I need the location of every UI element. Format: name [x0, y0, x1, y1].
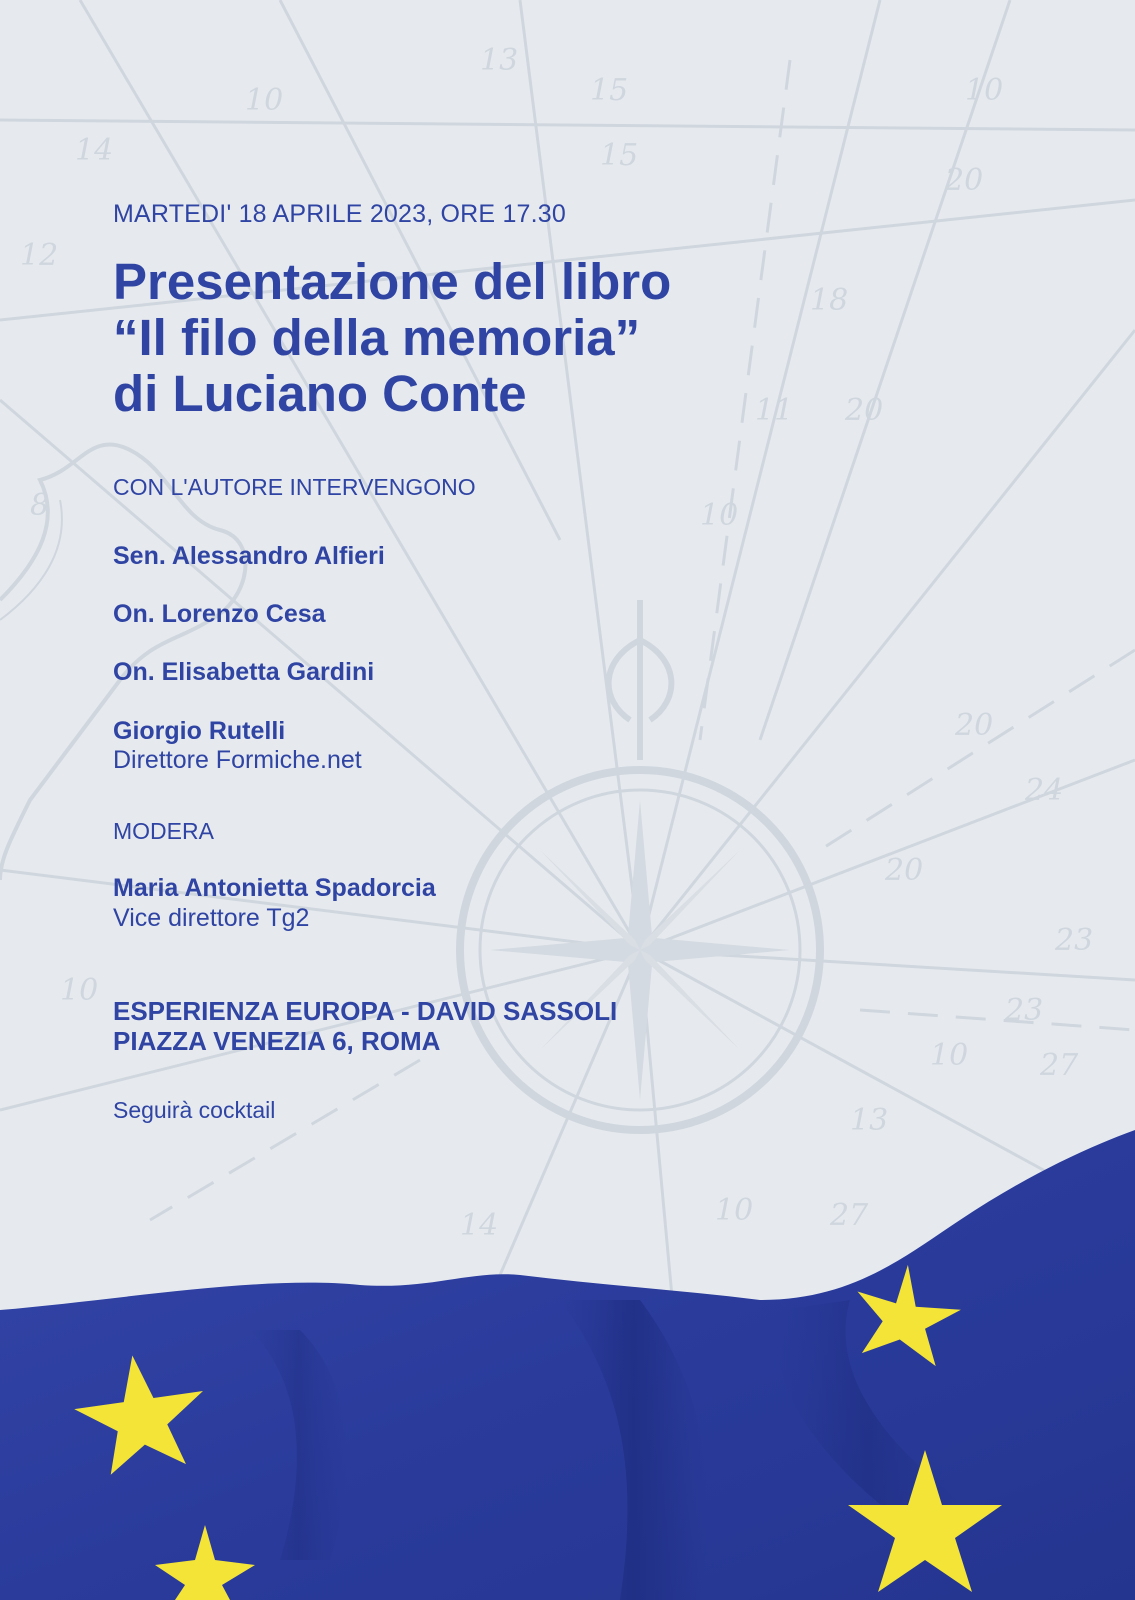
- moderator-name: Maria Antonietta Spadorcia: [113, 874, 436, 902]
- svg-text:20: 20: [885, 853, 924, 888]
- svg-text:10: 10: [60, 973, 99, 1008]
- svg-text:10: 10: [930, 1038, 969, 1073]
- svg-text:14: 14: [460, 1208, 499, 1243]
- svg-text:14: 14: [75, 133, 114, 168]
- svg-text:10: 10: [245, 83, 284, 118]
- svg-text:12: 12: [20, 238, 59, 273]
- title-line: Presentazione del libro: [113, 253, 672, 310]
- title-line: di Luciano Conte: [113, 365, 527, 422]
- svg-text:27: 27: [1040, 1048, 1079, 1083]
- speaker-name: On. Lorenzo Cesa: [113, 600, 326, 628]
- venue-line: ESPERIENZA EUROPA - DAVID SASSOLI: [113, 996, 618, 1026]
- svg-text:8: 8: [30, 488, 50, 523]
- svg-text:13: 13: [480, 43, 519, 78]
- speakers-label: CON L'AUTORE INTERVENGONO: [113, 474, 476, 500]
- svg-text:24: 24: [1025, 773, 1064, 808]
- svg-text:10: 10: [965, 73, 1004, 108]
- svg-text:13: 13: [850, 1103, 889, 1138]
- speaker-name: Sen. Alessandro Alfieri: [113, 542, 385, 570]
- svg-text:11: 11: [755, 393, 794, 428]
- svg-text:23: 23: [1005, 993, 1044, 1028]
- svg-text:20: 20: [955, 708, 994, 743]
- svg-text:10: 10: [700, 498, 739, 533]
- svg-text:18: 18: [810, 283, 849, 318]
- venue: [113, 996, 617, 1056]
- moderator-role: Vice direttore Tg2: [113, 904, 310, 932]
- svg-text:15: 15: [600, 138, 639, 173]
- svg-text:20: 20: [845, 393, 884, 428]
- cocktail-note: Seguirà cocktail: [113, 1097, 276, 1123]
- venue-line: PIAZZA VENEZIA 6, ROMA: [113, 1026, 441, 1056]
- speaker-name: On. Elisabetta Gardini: [113, 658, 375, 686]
- svg-text:23: 23: [1055, 923, 1094, 958]
- moderator-label: MODERA: [113, 818, 214, 844]
- svg-text:10: 10: [715, 1193, 754, 1228]
- speaker-name: Giorgio Rutelli: [113, 717, 286, 745]
- event-date: MARTEDI' 18 APRILE 2023, ORE 17.30: [113, 200, 567, 228]
- svg-text:27: 27: [830, 1198, 869, 1233]
- title-line: “Il filo della memoria”: [113, 309, 641, 366]
- speaker-role: Direttore Formiche.net: [113, 746, 362, 774]
- event-title: [113, 254, 671, 422]
- svg-text:20: 20: [945, 163, 984, 198]
- svg-text:15: 15: [590, 73, 629, 108]
